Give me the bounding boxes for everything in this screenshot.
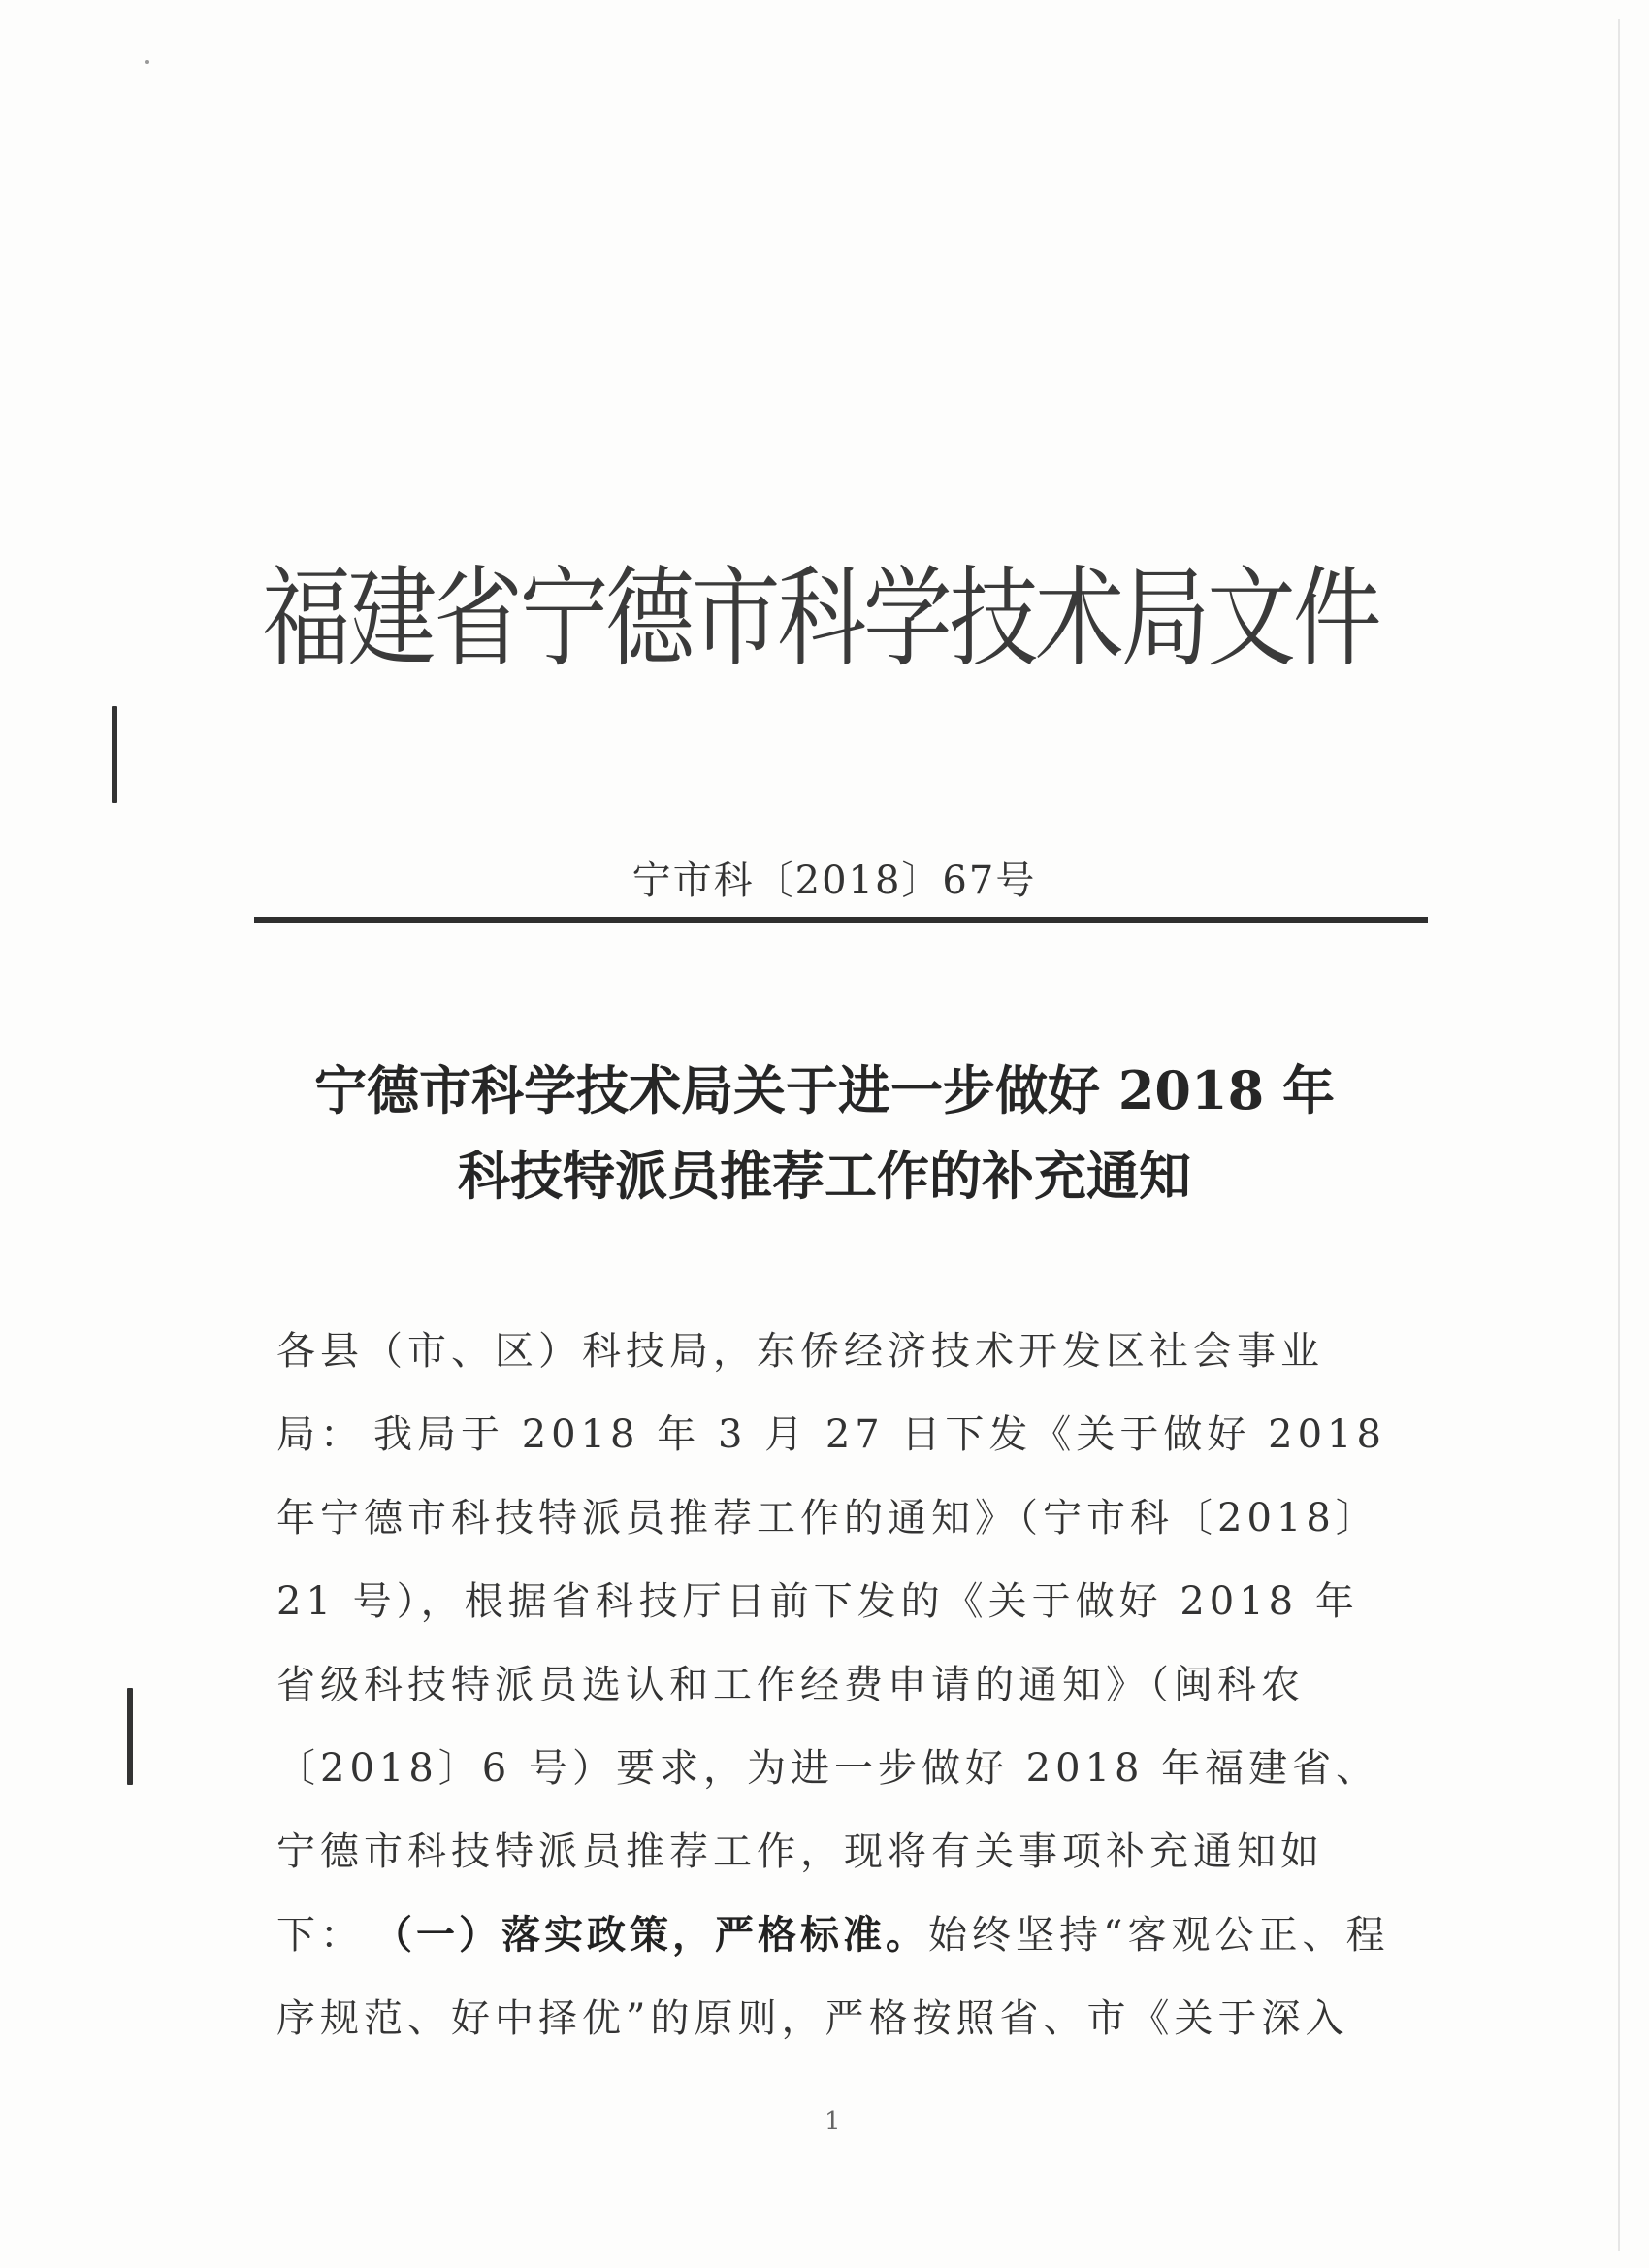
issuer-heading: 福建省宁德市科学技术局文件: [262, 556, 1379, 682]
section-1-text: 始终坚持“客观公正、程序规范、好中择优”的原则，严格按照省、市《关于深入: [276, 1913, 1390, 2041]
page-edge: [1618, 19, 1620, 2251]
header-divider: [254, 917, 1428, 923]
document-title: [242, 1048, 1406, 1218]
paragraph-intro: 我局于 2018 年 3 月 27 日下发《关于做好 2018 年宁德市科技特派员推荐工作的通知》（宁市科〔2018〕21 号），根据省科技厅日前下发的《关于做好 2018 年省级科技特派员选认和工作经费申请的通知》（闽科农〔2018〕6 号）要求，为进一步做好 2018 年福建省、宁德市科技特派员推荐工作，现将有关事项补充通知如下：: [276, 1412, 1386, 1958]
binding-mark: [112, 706, 117, 803]
salutation: 各县（市、区）科技局，东侨经济技术开发区社会事业局：: [276, 1329, 1324, 1457]
scan-speck: [146, 60, 149, 64]
section-1-heading: （一）落实政策，严格标准。: [373, 1912, 928, 1958]
title-line-2: 科技特派员推荐工作的补充通知: [458, 1145, 1191, 1207]
document-number: 宁市科〔2018〕67号: [631, 859, 1037, 903]
paragraph-section-1: [276, 1894, 1402, 2060]
binding-mark: [127, 1688, 133, 1785]
page-number: 1: [824, 2107, 841, 2136]
title-line-1: 宁德市科学技术局关于进一步做好 2018 年: [314, 1059, 1335, 1121]
